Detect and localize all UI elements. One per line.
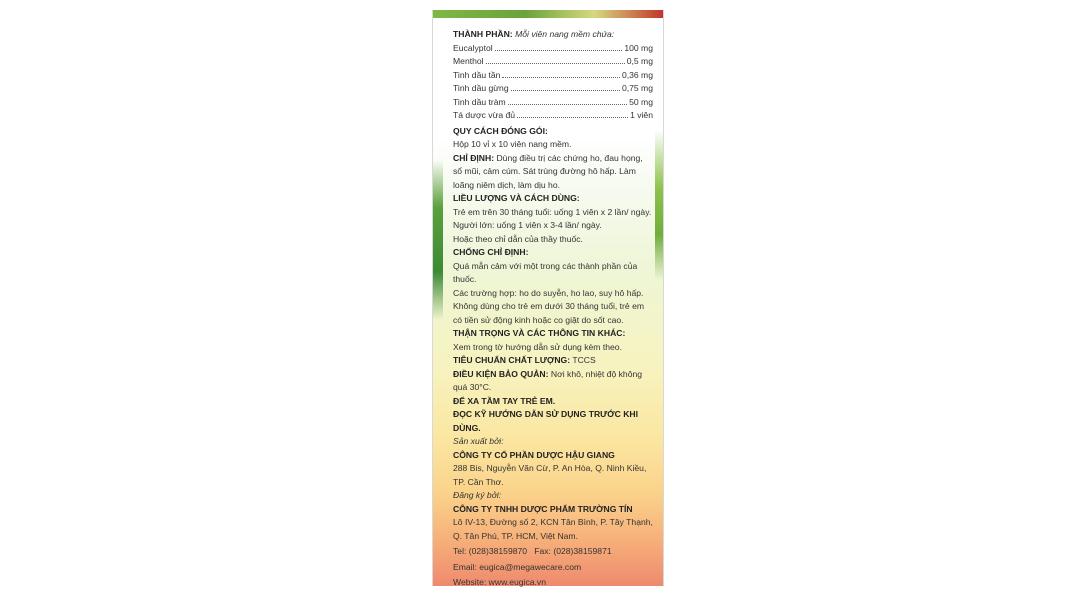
precautions-heading: THẬN TRỌNG VÀ CÁC THÔNG TIN KHÁC: <box>453 328 626 338</box>
storage-conditions: ĐIỀU KIỆN BẢO QUẢN: Nơi khô, nhiệt độ không quá 30°C. <box>453 368 643 392</box>
label-text-content <box>453 28 653 590</box>
ingredient-row: Tinh dầu gừng 0,75 mg <box>453 83 653 93</box>
registrant-label: Đăng ký bởi: <box>453 490 502 500</box>
quality-standard: TIÊU CHUẨN CHẤT LƯỢNG: TCCS <box>453 355 596 365</box>
precautions-text: Xem trong tờ hướng dẫn sử dụng kèm theo. <box>453 341 622 352</box>
registrant-name: CÔNG TY TNHH DƯỢC PHẨM TRƯỜNG TÍN <box>453 503 633 514</box>
manufacturer-address: 288 Bis, Nguyễn Văn Cừ, P. An Hòa, Q. Ninh Kiều, TP. Cần Thơ. <box>453 463 647 487</box>
manufacturer-label: Sản xuất bởi: <box>453 436 504 446</box>
ingredient-row: Tinh dầu tràm 50 mg <box>453 96 653 107</box>
box-top-color-band <box>433 10 663 18</box>
ingredient-row: Tá dược vừa đủ 1 viên <box>453 110 653 120</box>
dosage-line: Hoặc theo chỉ dẫn của thầy thuốc. <box>453 233 583 244</box>
registrant-address: Lô IV-13, Đường số 2, KCN Tân Bình, P. Tây Thạnh, Q. Tân Phú, TP. HCM, Việt Nam. <box>453 517 653 541</box>
product-box-side-panel <box>432 10 664 586</box>
dosage-heading: LIỀU LƯỢNG VÀ CÁCH DÙNG: <box>453 193 580 203</box>
manufacturer-name: CÔNG TY CỔ PHẦN DƯỢC HẬU GIANG <box>453 449 615 460</box>
ingredients-heading: THÀNH PHẦN: Mỗi viên nang mềm chứa: <box>453 29 615 39</box>
keep-away-warning: ĐỂ XA TẦM TAY TRẺ EM. <box>453 395 556 406</box>
packaging-heading: QUY CÁCH ĐÓNG GÓI: <box>453 125 548 136</box>
read-instructions-warning: ĐỌC KỸ HƯỚNG DẪN SỬ DỤNG TRƯỚC KHI DÙNG. <box>453 409 639 433</box>
box-left-green-edge <box>433 160 443 320</box>
contact-website: Website: www.eugica.vn <box>453 577 546 587</box>
contraindications-line: Các trường hợp: ho do suyễn, ho lao, suy hô hấp. Không dùng cho trẻ em dưới 30 tháng tuổi, trẻ em có tiền sử động kinh hoặc co giật do sốt cao. <box>453 287 645 325</box>
ingredient-row: Menthol 0,5 mg <box>453 56 653 66</box>
box-right-green-edge <box>655 130 663 280</box>
ingredient-row: Tinh dầu tần 0,36 mg <box>453 69 653 80</box>
contact-email: Email: eugica@megawecare.com <box>453 561 582 572</box>
contraindications-line: Quá mẫn cảm với một trong các thành phần của thuốc. <box>453 260 638 284</box>
contraindications-heading: CHỐNG CHỈ ĐỊNH: <box>453 247 529 257</box>
contact-phone-fax: Tel: (028)38159870 Fax: (028)38159871 <box>453 546 612 556</box>
ingredient-row: Eucalyptol 100 mg <box>453 42 653 53</box>
packaging-text: Hộp 10 vỉ x 10 viên nang mềm. <box>453 139 572 149</box>
indications-paragraph: CHỈ ĐỊNH: Dùng điều trị các chứng ho, đau họng, sổ mũi, cảm cúm. Sát trùng đường hô hấp. Làm loãng niêm dịch, làm dịu ho. <box>453 152 643 190</box>
dosage-line: Trẻ em trên 30 tháng tuổi: uống 1 viên x 2 lần/ ngày. <box>453 206 652 217</box>
dosage-line: Người lớn: uống 1 viên x 3-4 lần/ ngày. <box>453 220 602 230</box>
